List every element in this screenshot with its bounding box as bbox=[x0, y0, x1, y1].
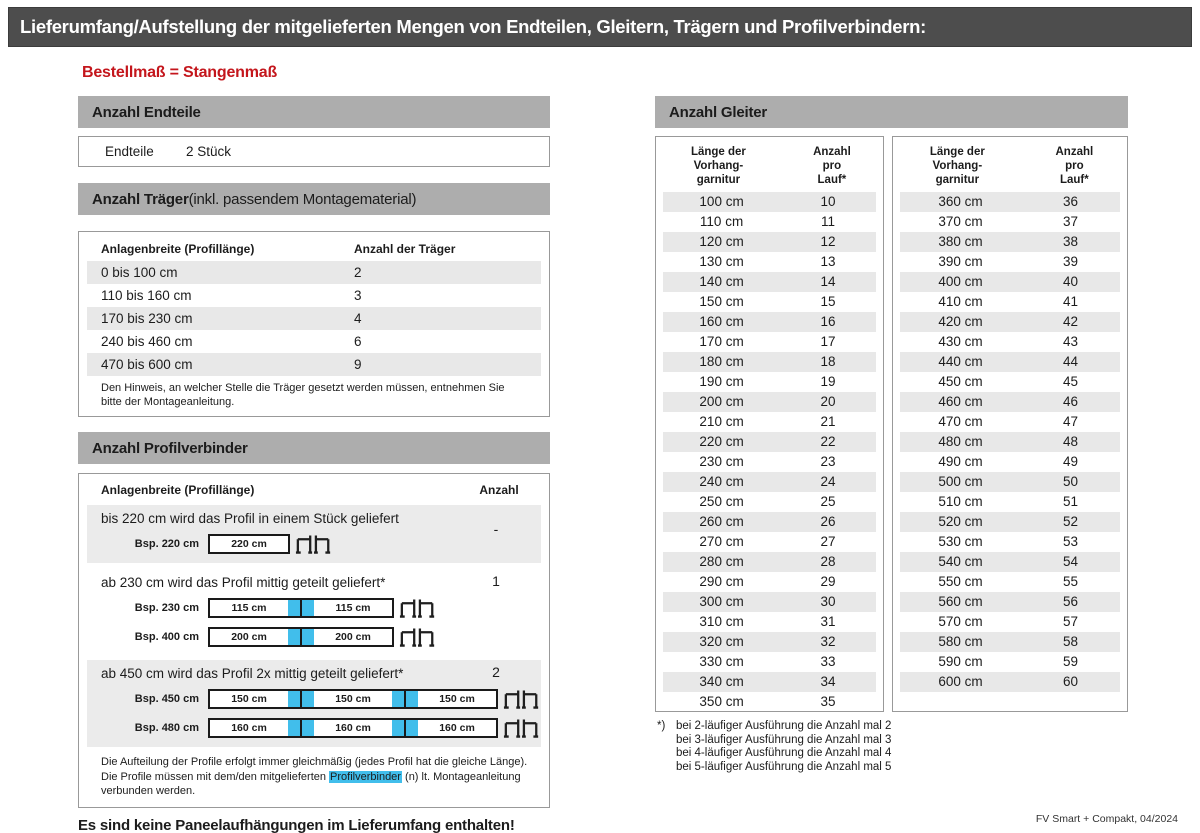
profile-connector bbox=[288, 629, 314, 645]
table-row bbox=[663, 392, 876, 412]
table-row bbox=[900, 492, 1120, 512]
profile-segment: 115 cm bbox=[231, 602, 267, 614]
glider-count-cell: 19 bbox=[820, 374, 836, 389]
table-row bbox=[87, 353, 541, 376]
traeger-note: Den Hinweis, an welcher Stelle die Träger gesetzt werden müssen, entnehmen Sie bitte der Montageanleitung. bbox=[101, 382, 505, 408]
case-split-twice bbox=[87, 660, 541, 747]
example-length-label: Bsp. 400 cm bbox=[134, 631, 199, 643]
table-row bbox=[663, 632, 876, 652]
table-row bbox=[663, 352, 876, 372]
length-cell: 490 cm bbox=[938, 454, 983, 469]
table-row bbox=[87, 261, 541, 284]
gleiter-table-right bbox=[892, 136, 1128, 712]
gleiter-footnotes bbox=[655, 720, 1128, 774]
table-row bbox=[900, 472, 1120, 492]
length-cell: 290 cm bbox=[699, 574, 744, 589]
width-range-cell: 240 bis 460 cm bbox=[101, 334, 193, 349]
length-cell: 230 cm bbox=[699, 454, 744, 469]
table-row bbox=[663, 532, 876, 552]
glider-count-cell: 38 bbox=[1062, 234, 1079, 249]
profile-segment: 160 cm bbox=[439, 722, 475, 734]
glider-count-cell: 40 bbox=[1062, 274, 1079, 289]
glider-count-cell: 26 bbox=[820, 514, 836, 529]
table-row bbox=[900, 212, 1120, 232]
length-cell: 110 cm bbox=[699, 214, 744, 229]
length-cell: 280 cm bbox=[699, 554, 744, 569]
section-header-traeger bbox=[78, 183, 550, 215]
glider-count-cell: 15 bbox=[820, 294, 836, 309]
length-cell: 330 cm bbox=[699, 654, 744, 669]
table-row bbox=[900, 532, 1120, 552]
glider-count-cell: 17 bbox=[820, 334, 836, 349]
paneel-exclusion-note: Es sind keine Paneelaufhängungen im Lieferumfang enthalten! bbox=[78, 816, 515, 833]
profile-connector bbox=[288, 720, 314, 736]
section-header-gleiter-label: Anzahl Gleiter bbox=[669, 103, 768, 121]
table-row bbox=[663, 552, 876, 572]
connector-count: - bbox=[493, 521, 499, 537]
glider-count-cell: 50 bbox=[1062, 474, 1079, 489]
table-row bbox=[663, 472, 876, 492]
table-row bbox=[900, 412, 1120, 432]
profile-bar-diagram bbox=[208, 627, 394, 647]
footnote-line: bei 4-läufiger Ausführung die Anzahl mal 4 bbox=[676, 747, 892, 759]
length-cell: 320 cm bbox=[699, 634, 744, 649]
traeger-count-cell: 9 bbox=[354, 357, 362, 372]
glider-count-cell: 53 bbox=[1062, 534, 1079, 549]
glider-count-cell: 41 bbox=[1062, 294, 1079, 309]
example-length-label: Bsp. 450 cm bbox=[134, 693, 199, 705]
length-cell: 400 cm bbox=[938, 274, 983, 289]
length-cell: 410 cm bbox=[938, 294, 983, 309]
table-row bbox=[663, 572, 876, 592]
profile-end-icon bbox=[503, 716, 541, 740]
profile-segment: 160 cm bbox=[231, 722, 267, 734]
table-row bbox=[900, 292, 1120, 312]
table-row bbox=[900, 552, 1120, 572]
table-row bbox=[663, 292, 876, 312]
profile-bar-diagram bbox=[208, 598, 394, 618]
table-row bbox=[87, 284, 541, 307]
profile-segment: 200 cm bbox=[335, 631, 371, 643]
profile-end-icon bbox=[295, 532, 333, 556]
length-cell: 180 cm bbox=[699, 354, 744, 369]
length-cell: 140 cm bbox=[699, 274, 744, 289]
length-cell: 350 cm bbox=[699, 694, 744, 709]
glider-count-cell: 56 bbox=[1062, 594, 1079, 609]
column-header-anzahl-traeger: Anzahl der Träger bbox=[354, 242, 456, 256]
glider-count-cell: 14 bbox=[820, 274, 836, 289]
glider-count-cell: 35 bbox=[820, 694, 836, 709]
traeger-count-cell: 2 bbox=[354, 265, 362, 280]
table-row bbox=[663, 612, 876, 632]
length-cell: 150 cm bbox=[699, 294, 744, 309]
note-text: Die Aufteilung der Profile erfolgt immer gleichmäßig (jedes Profil hat die gleiche Länge). Die Profile müssen mit dem/den mitgelieferten bbox=[101, 756, 528, 783]
length-cell: 300 cm bbox=[699, 594, 744, 609]
traeger-count-cell: 4 bbox=[354, 311, 362, 326]
glider-count-cell: 54 bbox=[1062, 554, 1079, 569]
length-cell: 420 cm bbox=[938, 314, 983, 329]
footnote-line: bei 5-läufiger Ausführung die Anzahl mal 5 bbox=[676, 760, 892, 773]
traeger-rows bbox=[87, 261, 541, 376]
endteile-label: Endteile bbox=[105, 144, 154, 159]
profile-end-icon bbox=[399, 625, 437, 649]
glider-count-cell: 39 bbox=[1062, 254, 1079, 269]
length-cell: 120 cm bbox=[699, 234, 744, 249]
example-diagram bbox=[87, 716, 541, 740]
table-row bbox=[900, 612, 1120, 632]
glider-count-cell: 34 bbox=[820, 674, 836, 689]
glider-count-cell: 23 bbox=[820, 454, 836, 469]
table-row bbox=[663, 312, 876, 332]
table-row bbox=[663, 692, 876, 712]
profile-connector bbox=[392, 691, 418, 707]
section-header-traeger-rest: (inkl. passendem Montagematerial) bbox=[188, 190, 417, 208]
length-cell: 260 cm bbox=[699, 514, 744, 529]
section-header-profilverbinder bbox=[78, 432, 550, 464]
table-row bbox=[663, 652, 876, 672]
length-cell: 370 cm bbox=[938, 214, 983, 229]
glider-count-cell: 37 bbox=[1062, 214, 1079, 229]
table-row bbox=[663, 332, 876, 352]
glider-count-cell: 32 bbox=[820, 634, 836, 649]
glider-count-cell: 51 bbox=[1062, 494, 1079, 509]
case-description: ab 230 cm wird das Profil mittig geteilt geliefert* bbox=[101, 575, 386, 590]
length-cell: 190 cm bbox=[699, 374, 744, 389]
profile-segment: 160 cm bbox=[335, 722, 371, 734]
traeger-count-cell: 6 bbox=[354, 334, 362, 349]
glider-count-cell: 46 bbox=[1062, 394, 1079, 409]
case-split-once bbox=[87, 569, 541, 656]
glider-count-cell: 16 bbox=[820, 314, 836, 329]
profile-connector bbox=[288, 691, 314, 707]
glider-count-cell: 58 bbox=[1062, 634, 1079, 649]
example-diagram bbox=[87, 625, 541, 649]
table-row bbox=[900, 392, 1120, 412]
profile-bar-diagram bbox=[208, 534, 290, 554]
length-cell: 470 cm bbox=[938, 414, 983, 429]
page-title: Lieferumfang/Aufstellung der mitgelieferten Mengen von Endteilen, Gleitern, Trägern und Profilverbindern: bbox=[20, 16, 926, 37]
endteile-value: 2 Stück bbox=[186, 144, 232, 159]
glider-count-cell: 30 bbox=[820, 594, 836, 609]
table-row bbox=[663, 492, 876, 512]
table-row bbox=[900, 312, 1120, 332]
gleiter-rows-left bbox=[656, 192, 883, 712]
width-range-cell: 470 bis 600 cm bbox=[101, 357, 193, 372]
length-cell: 600 cm bbox=[938, 674, 983, 689]
profilverbinder-note bbox=[87, 755, 541, 799]
section-header-profilverbinder-label: Anzahl Profilverbinder bbox=[92, 439, 248, 457]
column-header-anlagenbreite: Anlagenbreite (Profillänge) bbox=[101, 483, 255, 497]
column-header-anzahl-pro-lauf: Anzahl pro Lauf* bbox=[1055, 146, 1094, 186]
length-cell: 460 cm bbox=[938, 394, 983, 409]
profilverbinder-table bbox=[78, 473, 550, 808]
length-cell: 550 cm bbox=[938, 574, 983, 589]
table-row bbox=[900, 352, 1120, 372]
table-row bbox=[663, 432, 876, 452]
profile-segment: 150 cm bbox=[439, 693, 475, 705]
profilverbinder-table-header bbox=[87, 481, 541, 501]
glider-count-cell: 25 bbox=[820, 494, 836, 509]
section-header-endteile bbox=[78, 96, 550, 128]
length-cell: 530 cm bbox=[938, 534, 983, 549]
table-row bbox=[900, 652, 1120, 672]
length-cell: 310 cm bbox=[699, 614, 744, 629]
note-text: (n) lt. Montageanleitung verbunden werden. bbox=[101, 770, 521, 797]
example-length-label: Bsp. 220 cm bbox=[134, 538, 199, 550]
table-row bbox=[900, 332, 1120, 352]
glider-count-cell: 42 bbox=[1062, 314, 1079, 329]
length-cell: 590 cm bbox=[938, 654, 983, 669]
glider-count-cell: 49 bbox=[1062, 454, 1079, 469]
example-length-label: Bsp. 480 cm bbox=[134, 722, 199, 734]
glider-count-cell: 36 bbox=[1062, 194, 1079, 209]
length-cell: 340 cm bbox=[699, 674, 744, 689]
connector-count: 2 bbox=[492, 664, 500, 680]
length-cell: 570 cm bbox=[938, 614, 983, 629]
section-header-endteile-label: Anzahl Endteile bbox=[92, 103, 201, 121]
table-row bbox=[900, 432, 1120, 452]
profile-segment: 115 cm bbox=[335, 602, 371, 614]
left-column bbox=[78, 96, 550, 833]
table-row bbox=[900, 372, 1120, 392]
column-header-anzahl-pro-lauf: Anzahl pro Lauf* bbox=[813, 146, 851, 186]
length-cell: 440 cm bbox=[938, 354, 983, 369]
footnote-marker: *) bbox=[657, 720, 666, 732]
table-row bbox=[87, 330, 541, 353]
length-cell: 210 cm bbox=[699, 414, 744, 429]
length-cell: 170 cm bbox=[699, 334, 744, 349]
table-row bbox=[900, 592, 1120, 612]
glider-count-cell: 52 bbox=[1062, 514, 1079, 529]
width-range-cell: 170 bis 230 cm bbox=[101, 311, 193, 326]
profile-segment: 220 cm bbox=[231, 538, 267, 550]
profile-connector bbox=[288, 600, 314, 616]
glider-count-cell: 60 bbox=[1062, 674, 1079, 689]
length-cell: 270 cm bbox=[699, 534, 744, 549]
glider-count-cell: 59 bbox=[1062, 654, 1079, 669]
table-row bbox=[900, 252, 1120, 272]
case-description: bis 220 cm wird das Profil in einem Stück geliefert bbox=[101, 511, 399, 526]
case-one-piece bbox=[87, 505, 541, 563]
glider-count-cell: 43 bbox=[1062, 334, 1079, 349]
section-header-gleiter bbox=[655, 96, 1128, 128]
length-cell: 580 cm bbox=[938, 634, 983, 649]
table-row bbox=[900, 272, 1120, 292]
glider-count-cell: 29 bbox=[820, 574, 836, 589]
length-cell: 200 cm bbox=[699, 394, 744, 409]
table-row bbox=[663, 252, 876, 272]
length-cell: 540 cm bbox=[938, 554, 983, 569]
glider-count-cell: 21 bbox=[820, 414, 836, 429]
profile-segment: 150 cm bbox=[231, 693, 267, 705]
glider-count-cell: 57 bbox=[1062, 614, 1079, 629]
width-range-cell: 0 bis 100 cm bbox=[101, 265, 178, 280]
note-highlight: Profilverbinder bbox=[330, 770, 401, 783]
footnote-lines bbox=[676, 720, 1128, 774]
table-row bbox=[900, 672, 1120, 692]
glider-count-cell: 31 bbox=[820, 614, 836, 629]
table-row bbox=[900, 632, 1120, 652]
glider-count-cell: 12 bbox=[820, 234, 836, 249]
column-header-anzahl: Anzahl bbox=[479, 483, 519, 497]
length-cell: 360 cm bbox=[938, 194, 983, 209]
example-length-label: Bsp. 230 cm bbox=[134, 602, 199, 614]
length-cell: 510 cm bbox=[938, 494, 983, 509]
glider-count-cell: 24 bbox=[820, 474, 836, 489]
profile-end-icon bbox=[503, 687, 541, 711]
glider-count-cell: 27 bbox=[820, 534, 836, 549]
page-title-bar bbox=[8, 7, 1192, 47]
length-cell: 390 cm bbox=[938, 254, 983, 269]
document-version-label: FV Smart + Compakt, 04/2024 bbox=[1035, 813, 1178, 825]
glider-count-cell: 10 bbox=[820, 194, 836, 209]
gleiter-rows-right bbox=[893, 192, 1127, 692]
footnote-line: bei 3-läufiger Ausführung die Anzahl mal 3 bbox=[676, 733, 892, 746]
traeger-table-header bbox=[87, 240, 541, 261]
glider-count-cell: 55 bbox=[1062, 574, 1079, 589]
glider-count-cell: 48 bbox=[1062, 434, 1079, 449]
glider-count-cell: 20 bbox=[820, 394, 836, 409]
order-measure-note: Bestellmaß = Stangenmaß bbox=[82, 64, 278, 81]
glider-count-cell: 45 bbox=[1062, 374, 1079, 389]
profile-bar-diagram bbox=[208, 689, 498, 709]
length-cell: 240 cm bbox=[699, 474, 744, 489]
length-cell: 520 cm bbox=[938, 514, 983, 529]
glider-count-cell: 18 bbox=[820, 354, 836, 369]
length-cell: 250 cm bbox=[699, 494, 744, 509]
length-cell: 380 cm bbox=[938, 234, 983, 249]
example-diagram bbox=[87, 687, 541, 711]
profile-segment: 150 cm bbox=[335, 693, 371, 705]
length-cell: 130 cm bbox=[699, 254, 744, 269]
profile-connector bbox=[392, 720, 418, 736]
glider-count-cell: 22 bbox=[820, 434, 836, 449]
gleiter-tables bbox=[655, 136, 1128, 712]
table-row bbox=[900, 452, 1120, 472]
connector-count: 1 bbox=[492, 573, 500, 589]
traeger-table bbox=[78, 231, 550, 417]
table-row bbox=[900, 572, 1120, 592]
gleiter-table-header bbox=[893, 142, 1127, 187]
length-cell: 450 cm bbox=[938, 374, 983, 389]
right-column bbox=[655, 96, 1128, 774]
table-row bbox=[900, 512, 1120, 532]
length-cell: 480 cm bbox=[938, 434, 983, 449]
table-row bbox=[663, 232, 876, 252]
length-cell: 220 cm bbox=[699, 434, 744, 449]
column-header-laenge: Länge der Vorhang- garnitur bbox=[690, 146, 746, 186]
table-row bbox=[663, 452, 876, 472]
length-cell: 430 cm bbox=[938, 334, 983, 349]
table-row bbox=[87, 307, 541, 330]
glider-count-cell: 44 bbox=[1062, 354, 1079, 369]
section-header-traeger-bold: Anzahl Träger bbox=[92, 190, 189, 208]
length-cell: 560 cm bbox=[938, 594, 983, 609]
traeger-count-cell: 3 bbox=[354, 288, 362, 303]
gleiter-table-left bbox=[655, 136, 884, 712]
footnote-line: bei 2-läufiger Ausführung die Anzahl mal 2 bbox=[676, 720, 892, 732]
table-row bbox=[663, 412, 876, 432]
table-row bbox=[663, 512, 876, 532]
glider-count-cell: 13 bbox=[820, 254, 836, 269]
table-row bbox=[663, 212, 876, 232]
example-diagram bbox=[87, 596, 541, 620]
glider-count-cell: 11 bbox=[821, 214, 836, 229]
glider-count-cell: 28 bbox=[820, 554, 836, 569]
length-cell: 160 cm bbox=[699, 314, 744, 329]
glider-count-cell: 33 bbox=[820, 654, 836, 669]
table-row bbox=[663, 272, 876, 292]
case-description: ab 450 cm wird das Profil 2x mittig geteilt geliefert* bbox=[101, 666, 404, 681]
length-cell: 500 cm bbox=[938, 474, 983, 489]
gleiter-table-header bbox=[656, 142, 883, 187]
table-row bbox=[663, 192, 876, 212]
profile-bar-diagram bbox=[208, 718, 498, 738]
length-cell: 100 cm bbox=[699, 194, 744, 209]
column-header-laenge: Länge der Vorhang- garnitur bbox=[929, 146, 985, 186]
glider-count-cell: 47 bbox=[1062, 414, 1079, 429]
width-range-cell: 110 bis 160 cm bbox=[101, 288, 192, 303]
table-row bbox=[900, 232, 1120, 252]
table-row bbox=[900, 192, 1120, 212]
table-row bbox=[663, 672, 876, 692]
column-header-anlagenbreite: Anlagenbreite (Profillänge) bbox=[101, 242, 255, 256]
table-row bbox=[663, 372, 876, 392]
profile-segment: 200 cm bbox=[231, 631, 267, 643]
endteile-table bbox=[78, 136, 550, 167]
table-row bbox=[663, 592, 876, 612]
profile-end-icon bbox=[399, 596, 437, 620]
